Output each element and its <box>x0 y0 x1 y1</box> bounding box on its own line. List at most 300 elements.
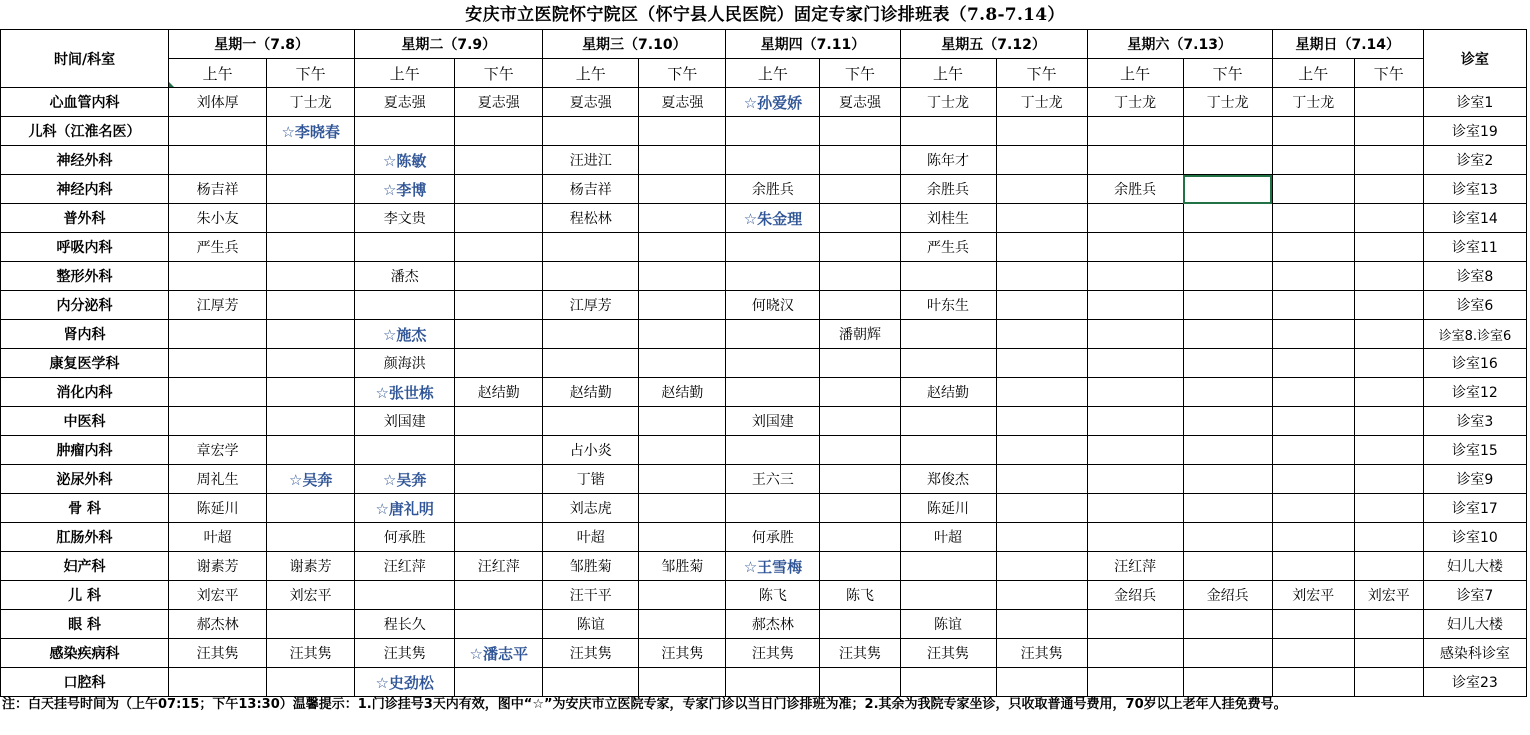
schedule-cell[interactable] <box>455 581 543 610</box>
schedule-cell[interactable] <box>267 523 355 552</box>
schedule-cell[interactable] <box>1087 262 1183 291</box>
department-name[interactable]: 儿科（江淮名医） <box>1 117 169 146</box>
schedule-cell[interactable] <box>1354 204 1423 233</box>
schedule-cell[interactable]: 刘桂生 <box>900 204 996 233</box>
schedule-cell[interactable]: ☆潘志平 <box>455 639 543 668</box>
schedule-cell[interactable]: 丁士龙 <box>267 88 355 117</box>
schedule-cell[interactable] <box>1354 262 1423 291</box>
schedule-cell[interactable] <box>996 407 1087 436</box>
schedule-cell[interactable] <box>1087 407 1183 436</box>
schedule-cell[interactable]: 刘宏平 <box>169 581 267 610</box>
schedule-cell[interactable]: 汪其隽 <box>169 639 267 668</box>
schedule-cell[interactable] <box>267 378 355 407</box>
schedule-cell[interactable]: 陈飞 <box>820 581 900 610</box>
schedule-cell[interactable] <box>1183 552 1272 581</box>
schedule-cell[interactable] <box>820 494 900 523</box>
schedule-cell[interactable] <box>1087 320 1183 349</box>
schedule-cell[interactable]: 余胜兵 <box>726 175 820 204</box>
department-name[interactable]: 神经内科 <box>1 175 169 204</box>
schedule-cell[interactable]: ☆施杰 <box>355 320 455 349</box>
schedule-cell[interactable] <box>1354 407 1423 436</box>
schedule-cell[interactable] <box>996 610 1087 639</box>
schedule-cell[interactable] <box>1354 639 1423 668</box>
room-cell[interactable]: 诊室8 <box>1423 262 1526 291</box>
schedule-cell[interactable] <box>820 407 900 436</box>
schedule-cell[interactable] <box>1183 175 1272 204</box>
department-name[interactable]: 口腔科 <box>1 668 169 697</box>
schedule-cell[interactable] <box>1183 233 1272 262</box>
schedule-cell[interactable]: 余胜兵 <box>1087 175 1183 204</box>
schedule-cell[interactable] <box>1272 146 1354 175</box>
schedule-cell[interactable]: 刘国建 <box>726 407 820 436</box>
schedule-cell[interactable] <box>900 581 996 610</box>
schedule-cell[interactable] <box>1272 262 1354 291</box>
schedule-cell[interactable] <box>1183 494 1272 523</box>
schedule-cell[interactable] <box>900 407 996 436</box>
schedule-cell[interactable] <box>1354 349 1423 378</box>
schedule-cell[interactable] <box>1087 233 1183 262</box>
schedule-cell[interactable] <box>267 204 355 233</box>
schedule-cell[interactable] <box>1087 668 1183 697</box>
schedule-cell[interactable] <box>1272 523 1354 552</box>
schedule-cell[interactable] <box>267 436 355 465</box>
schedule-cell[interactable] <box>1183 291 1272 320</box>
schedule-cell[interactable] <box>455 117 543 146</box>
schedule-cell[interactable]: 刘国建 <box>355 407 455 436</box>
schedule-cell[interactable]: 陈飞 <box>726 581 820 610</box>
schedule-cell[interactable] <box>726 494 820 523</box>
schedule-cell[interactable] <box>820 204 900 233</box>
schedule-cell[interactable] <box>455 146 543 175</box>
schedule-cell[interactable]: 丁士龙 <box>996 88 1087 117</box>
schedule-cell[interactable] <box>543 407 639 436</box>
schedule-cell[interactable]: 严生兵 <box>900 233 996 262</box>
schedule-cell[interactable] <box>169 117 267 146</box>
schedule-cell[interactable] <box>1272 668 1354 697</box>
schedule-cell[interactable] <box>1183 117 1272 146</box>
schedule-cell[interactable] <box>1354 610 1423 639</box>
schedule-cell[interactable] <box>1183 146 1272 175</box>
schedule-cell[interactable] <box>996 552 1087 581</box>
schedule-cell[interactable]: 郑俊杰 <box>900 465 996 494</box>
schedule-cell[interactable] <box>455 262 543 291</box>
schedule-cell[interactable]: 刘宏平 <box>1272 581 1354 610</box>
schedule-cell[interactable]: 陈延川 <box>169 494 267 523</box>
schedule-cell[interactable] <box>996 436 1087 465</box>
schedule-cell[interactable] <box>455 668 543 697</box>
department-name[interactable]: 骨 科 <box>1 494 169 523</box>
schedule-cell[interactable] <box>1183 610 1272 639</box>
schedule-cell[interactable] <box>1183 668 1272 697</box>
department-name[interactable]: 肿瘤内科 <box>1 436 169 465</box>
schedule-cell[interactable] <box>996 291 1087 320</box>
schedule-cell[interactable] <box>455 465 543 494</box>
schedule-cell[interactable]: 占小炎 <box>543 436 639 465</box>
schedule-cell[interactable] <box>996 204 1087 233</box>
schedule-cell[interactable] <box>1354 668 1423 697</box>
schedule-cell[interactable] <box>169 378 267 407</box>
schedule-cell[interactable]: ☆吴奔 <box>355 465 455 494</box>
schedule-cell[interactable] <box>543 349 639 378</box>
room-cell[interactable]: 感染科诊室 <box>1423 639 1526 668</box>
room-cell[interactable]: 诊室15 <box>1423 436 1526 465</box>
schedule-cell[interactable] <box>267 233 355 262</box>
schedule-cell[interactable] <box>169 407 267 436</box>
schedule-cell[interactable]: 何晓汉 <box>726 291 820 320</box>
schedule-cell[interactable]: 汪干平 <box>543 581 639 610</box>
schedule-cell[interactable]: 丁锴 <box>543 465 639 494</box>
schedule-cell[interactable] <box>639 320 726 349</box>
schedule-cell[interactable] <box>1354 233 1423 262</box>
schedule-cell[interactable] <box>820 610 900 639</box>
schedule-cell[interactable]: 刘体厚 <box>169 88 267 117</box>
schedule-cell[interactable] <box>455 204 543 233</box>
schedule-cell[interactable] <box>996 175 1087 204</box>
schedule-cell[interactable]: ☆张世栋 <box>355 378 455 407</box>
schedule-cell[interactable] <box>1272 291 1354 320</box>
schedule-cell[interactable] <box>820 349 900 378</box>
schedule-cell[interactable] <box>996 494 1087 523</box>
schedule-cell[interactable]: 赵结勤 <box>639 378 726 407</box>
department-name[interactable]: 泌尿外科 <box>1 465 169 494</box>
schedule-cell[interactable] <box>455 523 543 552</box>
schedule-cell[interactable] <box>996 378 1087 407</box>
room-cell[interactable]: 诊室9 <box>1423 465 1526 494</box>
room-cell[interactable]: 诊室14 <box>1423 204 1526 233</box>
schedule-cell[interactable] <box>1272 349 1354 378</box>
schedule-cell[interactable]: 丁士龙 <box>1183 88 1272 117</box>
schedule-cell[interactable] <box>1354 320 1423 349</box>
schedule-cell[interactable] <box>1272 204 1354 233</box>
schedule-cell[interactable] <box>1272 639 1354 668</box>
schedule-cell[interactable]: 王六三 <box>726 465 820 494</box>
schedule-cell[interactable] <box>1087 436 1183 465</box>
room-cell[interactable]: 妇儿大楼 <box>1423 552 1526 581</box>
schedule-cell[interactable] <box>455 320 543 349</box>
schedule-cell[interactable] <box>1354 88 1423 117</box>
room-cell[interactable]: 诊室23 <box>1423 668 1526 697</box>
department-name[interactable]: 呼吸内科 <box>1 233 169 262</box>
schedule-cell[interactable] <box>1183 349 1272 378</box>
schedule-cell[interactable] <box>1354 494 1423 523</box>
schedule-cell[interactable] <box>1087 523 1183 552</box>
schedule-cell[interactable]: 陈谊 <box>900 610 996 639</box>
schedule-cell[interactable] <box>1354 552 1423 581</box>
schedule-cell[interactable] <box>169 262 267 291</box>
schedule-cell[interactable]: 郝杰林 <box>726 610 820 639</box>
schedule-cell[interactable] <box>726 320 820 349</box>
schedule-cell[interactable]: 汪其隽 <box>820 639 900 668</box>
schedule-cell[interactable] <box>169 320 267 349</box>
schedule-cell[interactable] <box>1087 204 1183 233</box>
schedule-cell[interactable] <box>1354 146 1423 175</box>
schedule-cell[interactable] <box>1354 378 1423 407</box>
department-name[interactable]: 肛肠外科 <box>1 523 169 552</box>
schedule-cell[interactable] <box>1087 378 1183 407</box>
schedule-cell[interactable] <box>1183 262 1272 291</box>
schedule-cell[interactable] <box>996 523 1087 552</box>
schedule-cell[interactable]: 叶东生 <box>900 291 996 320</box>
schedule-cell[interactable]: 李文贵 <box>355 204 455 233</box>
schedule-cell[interactable] <box>1354 465 1423 494</box>
room-cell[interactable]: 诊室16 <box>1423 349 1526 378</box>
schedule-cell[interactable]: 刘志虎 <box>543 494 639 523</box>
department-name[interactable]: 中医科 <box>1 407 169 436</box>
schedule-cell[interactable] <box>726 668 820 697</box>
schedule-cell[interactable] <box>900 349 996 378</box>
schedule-cell[interactable] <box>726 262 820 291</box>
schedule-cell[interactable] <box>455 494 543 523</box>
room-cell[interactable]: 诊室6 <box>1423 291 1526 320</box>
schedule-cell[interactable]: 汪其隽 <box>996 639 1087 668</box>
schedule-cell[interactable]: 谢素芳 <box>267 552 355 581</box>
schedule-cell[interactable]: 杨吉祥 <box>543 175 639 204</box>
schedule-cell[interactable]: 赵结勤 <box>543 378 639 407</box>
schedule-cell[interactable]: 夏志强 <box>543 88 639 117</box>
schedule-cell[interactable]: 赵结勤 <box>900 378 996 407</box>
room-cell[interactable]: 诊室7 <box>1423 581 1526 610</box>
schedule-cell[interactable]: 汪其隽 <box>726 639 820 668</box>
schedule-cell[interactable] <box>639 175 726 204</box>
schedule-cell[interactable] <box>900 668 996 697</box>
department-name[interactable]: 消化内科 <box>1 378 169 407</box>
schedule-cell[interactable]: 邹胜菊 <box>639 552 726 581</box>
room-cell[interactable]: 诊室17 <box>1423 494 1526 523</box>
schedule-cell[interactable] <box>639 262 726 291</box>
schedule-cell[interactable]: ☆史劲松 <box>355 668 455 697</box>
schedule-cell[interactable] <box>820 291 900 320</box>
schedule-cell[interactable] <box>1354 523 1423 552</box>
schedule-cell[interactable]: 夏志强 <box>455 88 543 117</box>
schedule-cell[interactable]: 潘朝辉 <box>820 320 900 349</box>
schedule-cell[interactable]: 夏志强 <box>355 88 455 117</box>
schedule-cell[interactable] <box>900 436 996 465</box>
schedule-cell[interactable]: 刘宏平 <box>267 581 355 610</box>
schedule-cell[interactable] <box>1087 494 1183 523</box>
schedule-cell[interactable] <box>639 581 726 610</box>
schedule-cell[interactable] <box>543 320 639 349</box>
department-name[interactable]: 感染疾病科 <box>1 639 169 668</box>
schedule-cell[interactable]: 汪其隽 <box>639 639 726 668</box>
schedule-cell[interactable]: 陈延川 <box>900 494 996 523</box>
schedule-cell[interactable]: 汪红萍 <box>455 552 543 581</box>
schedule-cell[interactable]: 余胜兵 <box>900 175 996 204</box>
schedule-cell[interactable] <box>1183 523 1272 552</box>
schedule-cell[interactable] <box>455 407 543 436</box>
schedule-cell[interactable] <box>639 146 726 175</box>
schedule-cell[interactable] <box>169 146 267 175</box>
schedule-cell[interactable] <box>726 436 820 465</box>
schedule-cell[interactable] <box>1272 378 1354 407</box>
schedule-cell[interactable]: 丁士龙 <box>1087 88 1183 117</box>
schedule-cell[interactable]: 赵结勤 <box>455 378 543 407</box>
schedule-cell[interactable] <box>639 117 726 146</box>
schedule-cell[interactable] <box>455 436 543 465</box>
schedule-cell[interactable] <box>726 233 820 262</box>
schedule-cell[interactable] <box>639 494 726 523</box>
schedule-cell[interactable]: ☆吴奔 <box>267 465 355 494</box>
schedule-cell[interactable]: 丁士龙 <box>1272 88 1354 117</box>
schedule-cell[interactable] <box>267 407 355 436</box>
schedule-cell[interactable]: 叶超 <box>900 523 996 552</box>
schedule-cell[interactable] <box>639 204 726 233</box>
schedule-cell[interactable] <box>639 436 726 465</box>
schedule-cell[interactable] <box>1087 610 1183 639</box>
schedule-cell[interactable] <box>1272 465 1354 494</box>
schedule-cell[interactable]: 夏志强 <box>639 88 726 117</box>
schedule-cell[interactable]: ☆王雪梅 <box>726 552 820 581</box>
schedule-cell[interactable]: 程长久 <box>355 610 455 639</box>
schedule-cell[interactable]: 何承胜 <box>726 523 820 552</box>
schedule-cell[interactable] <box>1183 320 1272 349</box>
schedule-cell[interactable]: 陈年才 <box>900 146 996 175</box>
schedule-cell[interactable]: 夏志强 <box>820 88 900 117</box>
schedule-cell[interactable] <box>1272 233 1354 262</box>
schedule-cell[interactable] <box>267 262 355 291</box>
schedule-cell[interactable]: 汪进江 <box>543 146 639 175</box>
schedule-cell[interactable] <box>1087 349 1183 378</box>
schedule-cell[interactable]: 程松林 <box>543 204 639 233</box>
schedule-cell[interactable]: 陈谊 <box>543 610 639 639</box>
schedule-cell[interactable]: 何承胜 <box>355 523 455 552</box>
schedule-cell[interactable] <box>169 668 267 697</box>
schedule-cell[interactable] <box>1087 291 1183 320</box>
schedule-cell[interactable]: 汪其隽 <box>543 639 639 668</box>
schedule-cell[interactable] <box>820 465 900 494</box>
department-name[interactable]: 整形外科 <box>1 262 169 291</box>
schedule-cell[interactable] <box>169 349 267 378</box>
schedule-cell[interactable]: 颜海洪 <box>355 349 455 378</box>
schedule-cell[interactable] <box>996 465 1087 494</box>
schedule-cell[interactable] <box>1272 494 1354 523</box>
schedule-cell[interactable] <box>820 436 900 465</box>
schedule-cell[interactable] <box>639 668 726 697</box>
schedule-cell[interactable] <box>1354 117 1423 146</box>
room-cell[interactable]: 诊室19 <box>1423 117 1526 146</box>
schedule-cell[interactable] <box>1272 117 1354 146</box>
schedule-cell[interactable] <box>455 610 543 639</box>
schedule-cell[interactable]: 金绍兵 <box>1183 581 1272 610</box>
schedule-cell[interactable] <box>639 610 726 639</box>
schedule-cell[interactable]: 金绍兵 <box>1087 581 1183 610</box>
schedule-cell[interactable] <box>355 436 455 465</box>
schedule-cell[interactable] <box>996 233 1087 262</box>
schedule-cell[interactable] <box>455 291 543 320</box>
schedule-cell[interactable]: ☆朱金理 <box>726 204 820 233</box>
schedule-cell[interactable]: 汪其隽 <box>267 639 355 668</box>
department-name[interactable]: 儿 科 <box>1 581 169 610</box>
schedule-cell[interactable] <box>1087 639 1183 668</box>
room-cell[interactable]: 诊室1 <box>1423 88 1526 117</box>
schedule-cell[interactable] <box>267 146 355 175</box>
schedule-cell[interactable]: 朱小友 <box>169 204 267 233</box>
schedule-cell[interactable] <box>996 146 1087 175</box>
room-cell[interactable]: 诊室10 <box>1423 523 1526 552</box>
schedule-cell[interactable] <box>1087 465 1183 494</box>
schedule-cell[interactable]: 丁士龙 <box>900 88 996 117</box>
schedule-cell[interactable]: ☆唐礼明 <box>355 494 455 523</box>
schedule-cell[interactable] <box>1272 436 1354 465</box>
department-name[interactable]: 内分泌科 <box>1 291 169 320</box>
schedule-cell[interactable]: 潘杰 <box>355 262 455 291</box>
schedule-cell[interactable] <box>1354 436 1423 465</box>
department-name[interactable]: 肾内科 <box>1 320 169 349</box>
schedule-cell[interactable] <box>820 146 900 175</box>
schedule-cell[interactable]: 刘宏平 <box>1354 581 1423 610</box>
department-name[interactable]: 康复医学科 <box>1 349 169 378</box>
room-cell[interactable]: 诊室8.诊室6 <box>1423 320 1526 349</box>
schedule-cell[interactable] <box>726 146 820 175</box>
schedule-cell[interactable] <box>820 668 900 697</box>
room-cell[interactable]: 诊室3 <box>1423 407 1526 436</box>
schedule-cell[interactable]: 章宏学 <box>169 436 267 465</box>
schedule-cell[interactable] <box>996 117 1087 146</box>
schedule-cell[interactable] <box>820 262 900 291</box>
schedule-cell[interactable] <box>1183 436 1272 465</box>
department-name[interactable]: 妇产科 <box>1 552 169 581</box>
schedule-cell[interactable] <box>267 610 355 639</box>
schedule-cell[interactable] <box>1272 175 1354 204</box>
schedule-cell[interactable]: 汪红萍 <box>1087 552 1183 581</box>
schedule-cell[interactable] <box>267 349 355 378</box>
schedule-cell[interactable] <box>543 233 639 262</box>
schedule-cell[interactable] <box>820 552 900 581</box>
schedule-cell[interactable]: 郝杰林 <box>169 610 267 639</box>
schedule-cell[interactable] <box>996 581 1087 610</box>
room-cell[interactable]: 诊室11 <box>1423 233 1526 262</box>
schedule-cell[interactable]: 叶超 <box>169 523 267 552</box>
schedule-cell[interactable] <box>1354 291 1423 320</box>
schedule-cell[interactable] <box>726 117 820 146</box>
schedule-cell[interactable] <box>996 320 1087 349</box>
schedule-cell[interactable] <box>1272 407 1354 436</box>
schedule-cell[interactable] <box>355 117 455 146</box>
schedule-cell[interactable]: ☆陈敏 <box>355 146 455 175</box>
schedule-cell[interactable] <box>1087 146 1183 175</box>
room-cell[interactable]: 诊室2 <box>1423 146 1526 175</box>
schedule-cell[interactable] <box>267 668 355 697</box>
schedule-cell[interactable] <box>543 117 639 146</box>
schedule-cell[interactable]: 汪红萍 <box>355 552 455 581</box>
schedule-cell[interactable]: 谢素芳 <box>169 552 267 581</box>
schedule-cell[interactable] <box>543 668 639 697</box>
schedule-cell[interactable]: 汪其隽 <box>355 639 455 668</box>
schedule-cell[interactable] <box>639 523 726 552</box>
schedule-cell[interactable] <box>355 233 455 262</box>
schedule-cell[interactable]: 杨吉祥 <box>169 175 267 204</box>
schedule-cell[interactable] <box>820 378 900 407</box>
schedule-cell[interactable] <box>996 349 1087 378</box>
schedule-cell[interactable] <box>900 552 996 581</box>
schedule-cell[interactable]: 江厚芳 <box>169 291 267 320</box>
room-cell[interactable]: 妇儿大楼 <box>1423 610 1526 639</box>
schedule-cell[interactable] <box>820 523 900 552</box>
schedule-cell[interactable] <box>1183 407 1272 436</box>
schedule-cell[interactable] <box>543 262 639 291</box>
room-cell[interactable]: 诊室12 <box>1423 378 1526 407</box>
schedule-cell[interactable] <box>726 378 820 407</box>
schedule-cell[interactable] <box>355 581 455 610</box>
department-name[interactable]: 心血管内科 <box>1 88 169 117</box>
department-name[interactable]: 眼 科 <box>1 610 169 639</box>
schedule-cell[interactable] <box>996 668 1087 697</box>
schedule-cell[interactable]: ☆李晓春 <box>267 117 355 146</box>
schedule-cell[interactable]: 周礼生 <box>169 465 267 494</box>
room-cell[interactable]: 诊室13 <box>1423 175 1526 204</box>
schedule-cell[interactable] <box>639 349 726 378</box>
schedule-cell[interactable] <box>1183 378 1272 407</box>
schedule-cell[interactable] <box>267 291 355 320</box>
